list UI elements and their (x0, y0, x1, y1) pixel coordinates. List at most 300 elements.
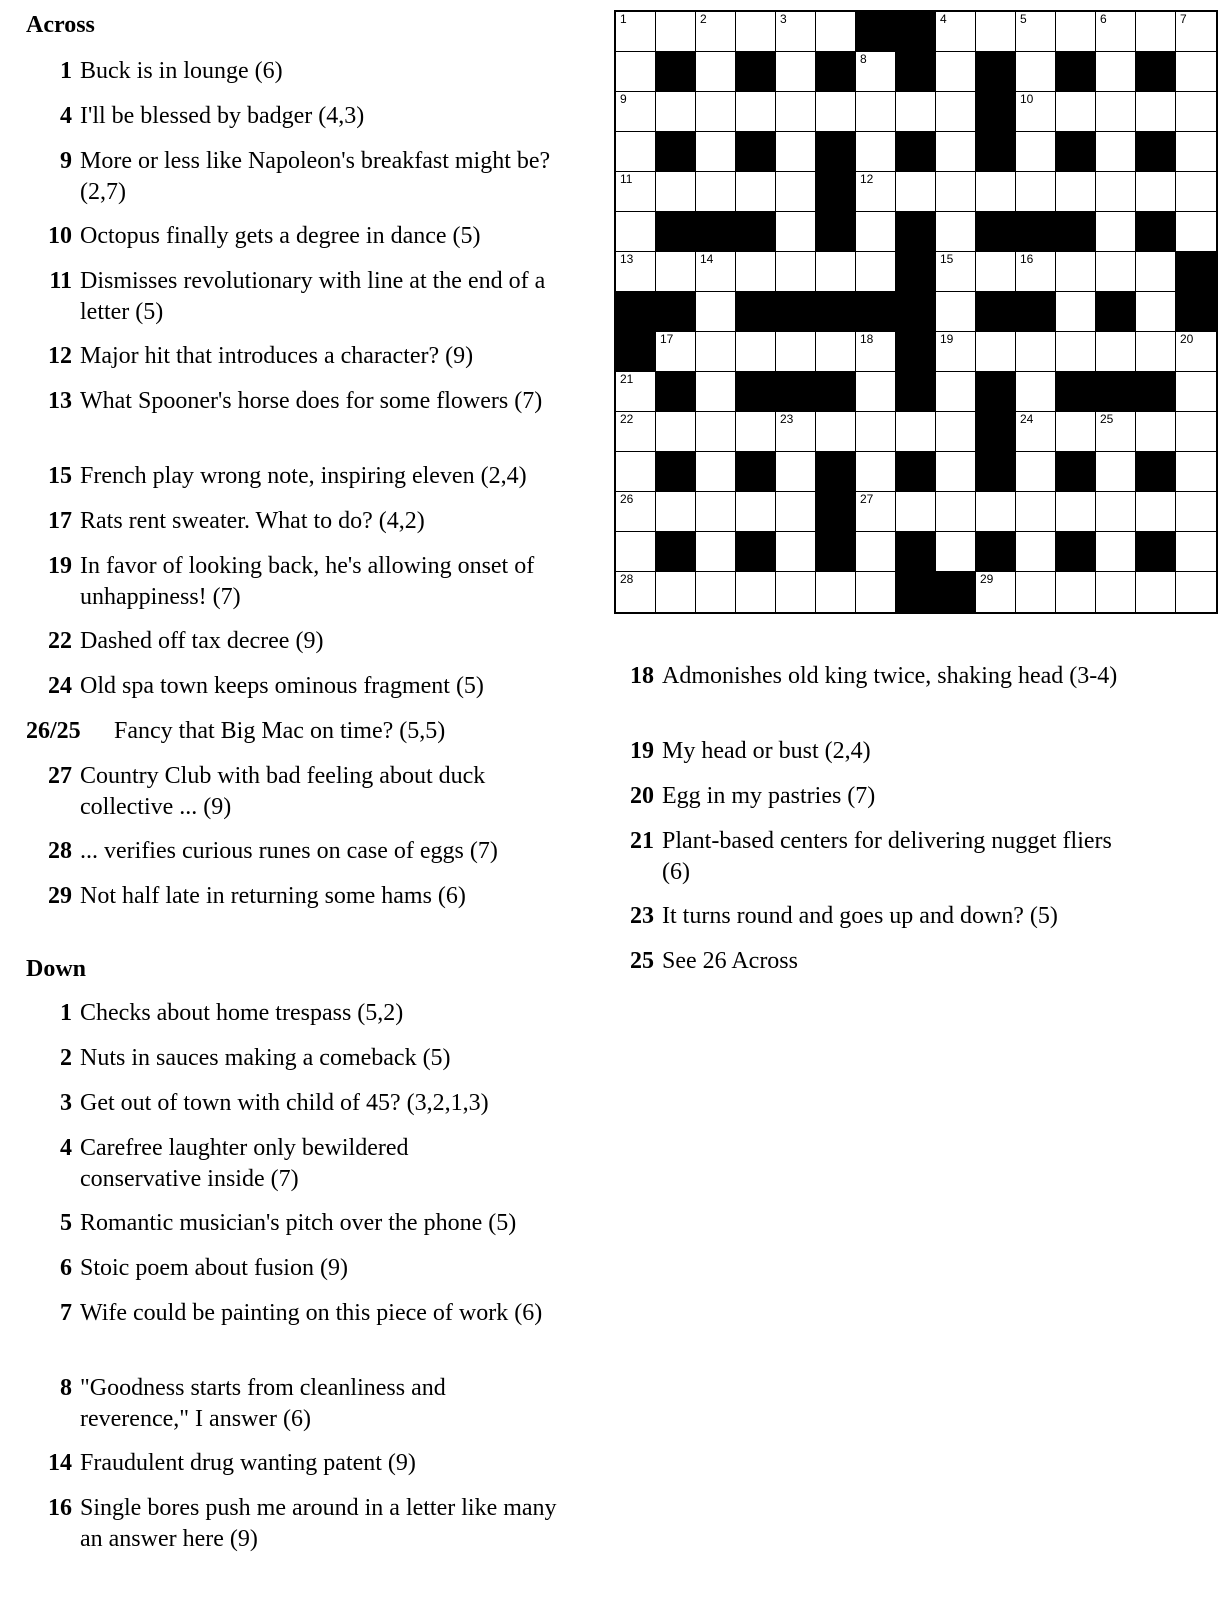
grid-cell[interactable] (936, 92, 976, 132)
grid-cell-black (1096, 292, 1136, 332)
clue-number: 28 (48, 838, 72, 864)
grid-cell[interactable] (656, 12, 696, 52)
grid-cell[interactable] (776, 132, 816, 172)
cell-number: 26 (620, 492, 634, 506)
across-clue (26, 716, 594, 747)
grid-cell[interactable] (656, 332, 696, 372)
clue-number: 11 (49, 268, 72, 294)
grid-cell[interactable] (856, 572, 896, 612)
clue-number: 1 (60, 1000, 72, 1026)
cell-number: 4 (940, 12, 947, 26)
grid-cell[interactable] (936, 452, 976, 492)
across-clue (49, 266, 572, 328)
grid-cell-black (1176, 252, 1216, 292)
clue-number: 18 (630, 663, 654, 689)
grid-cell[interactable] (856, 252, 896, 292)
grid-cell-black (896, 52, 936, 92)
grid-cell-black (1136, 52, 1176, 92)
grid-cell[interactable] (1096, 132, 1136, 172)
grid-cell[interactable] (1176, 332, 1216, 372)
clue-number: 12 (48, 343, 72, 369)
grid-cell[interactable] (776, 452, 816, 492)
cell-number: 6 (1100, 12, 1107, 26)
grid-cell[interactable] (816, 12, 856, 52)
grid-cell[interactable] (1096, 52, 1136, 92)
clue-text: Romantic musician's pitch over the phone (5) (80, 1210, 517, 1236)
grid-cell[interactable] (816, 252, 856, 292)
grid-cell[interactable] (936, 292, 976, 332)
grid-cell-black (776, 292, 816, 332)
grid-cell[interactable] (736, 12, 776, 52)
cell-number: 8 (860, 52, 867, 66)
grid-cell[interactable] (696, 332, 736, 372)
clue-number: 25 (630, 948, 654, 974)
across-clue (48, 221, 590, 252)
grid-cell[interactable] (936, 172, 976, 212)
grid-cell[interactable] (1016, 492, 1056, 532)
grid-cell-black (1016, 212, 1056, 252)
cell-number: 7 (1180, 12, 1187, 26)
grid-cell[interactable] (696, 452, 736, 492)
grid-cell[interactable] (976, 252, 1016, 292)
grid-cell-black (736, 292, 776, 332)
grid-cell-black (776, 372, 816, 412)
grid-cell[interactable] (1056, 252, 1096, 292)
grid-cell[interactable] (1056, 92, 1096, 132)
grid-cell[interactable] (936, 212, 976, 252)
grid-cell-black (976, 412, 1016, 452)
down-clue (630, 661, 1132, 692)
grid-cell[interactable] (1016, 412, 1056, 452)
grid-cell[interactable] (1016, 452, 1056, 492)
grid-cell-black (656, 132, 696, 172)
grid-cell[interactable] (776, 252, 816, 292)
grid-cell-black (896, 332, 936, 372)
grid-cell[interactable] (1096, 452, 1136, 492)
grid-cell[interactable] (1096, 172, 1136, 212)
clue-number: 5 (60, 1210, 72, 1236)
grid-cell[interactable] (976, 492, 1016, 532)
grid-cell-black (816, 292, 856, 332)
clue-number: 15 (48, 463, 72, 489)
grid-cell[interactable] (1136, 412, 1176, 452)
clue-number: 8 (60, 1375, 72, 1401)
grid-cell[interactable] (1136, 572, 1176, 612)
clue-text: ... verifies curious runes on case of eggs (7) (80, 838, 498, 864)
grid-cell-black (936, 572, 976, 612)
grid-cell[interactable] (776, 212, 816, 252)
clue-text: Major hit that introduces a character? (9) (80, 343, 474, 369)
grid-cell[interactable] (1176, 452, 1216, 492)
cell-number: 28 (620, 572, 634, 586)
grid-cell[interactable] (1136, 332, 1176, 372)
across-clue (48, 881, 590, 912)
grid-cell-black (1016, 292, 1056, 332)
down-clue (630, 781, 1162, 812)
grid-cell[interactable] (1176, 492, 1216, 532)
grid-cell[interactable] (856, 132, 896, 172)
across-clue (48, 671, 590, 702)
grid-cell[interactable] (1176, 92, 1216, 132)
grid-cell[interactable] (736, 492, 776, 532)
grid-cell[interactable] (616, 412, 656, 452)
grid-cell-black (976, 372, 1016, 412)
grid-cell-black (656, 292, 696, 332)
cell-number: 29 (980, 572, 994, 586)
down-clue (48, 1493, 570, 1555)
grid-cell[interactable] (656, 492, 696, 532)
clue-text: See 26 Across (662, 948, 798, 974)
grid-cell-black (896, 12, 936, 52)
grid-cell[interactable] (1136, 12, 1176, 52)
grid-cell-black (816, 52, 856, 92)
grid-cell[interactable] (616, 52, 656, 92)
grid-cell[interactable] (696, 572, 736, 612)
grid-cell-black (856, 292, 896, 332)
grid-cell[interactable] (776, 532, 816, 572)
cell-number: 9 (620, 92, 627, 106)
cell-number: 27 (860, 492, 874, 506)
grid-cell[interactable] (616, 252, 656, 292)
grid-cell[interactable] (936, 492, 976, 532)
grid-cell-black (1176, 292, 1216, 332)
grid-cell[interactable] (736, 572, 776, 612)
grid-cell[interactable] (776, 172, 816, 212)
down-clue (630, 736, 1162, 767)
across-clue (60, 146, 580, 208)
grid-cell[interactable] (856, 532, 896, 572)
cell-number: 10 (1020, 92, 1034, 106)
grid-cell[interactable] (1176, 412, 1216, 452)
grid-cell[interactable] (1016, 532, 1056, 572)
down-clue (48, 1448, 590, 1479)
grid-cell[interactable] (1056, 332, 1096, 372)
grid-cell[interactable] (616, 372, 656, 412)
grid-cell[interactable] (1136, 92, 1176, 132)
grid-cell-black (976, 532, 1016, 572)
grid-cell[interactable] (936, 412, 976, 452)
grid-cell-black (976, 52, 1016, 92)
grid-cell-black (656, 212, 696, 252)
grid-cell[interactable] (896, 92, 936, 132)
grid-cell[interactable] (696, 52, 736, 92)
grid-cell[interactable] (856, 172, 896, 212)
clue-text: Rats rent sweater. What to do? (4,2) (80, 508, 425, 534)
grid-cell[interactable] (1096, 92, 1136, 132)
grid-cell[interactable] (816, 92, 856, 132)
grid-cell[interactable] (696, 532, 736, 572)
grid-cell[interactable] (616, 212, 656, 252)
grid-cell[interactable] (656, 252, 696, 292)
grid-cell-black (896, 132, 936, 172)
grid-cell[interactable] (816, 332, 856, 372)
grid-cell-black (696, 212, 736, 252)
grid-cell[interactable] (1016, 172, 1056, 212)
grid-cell[interactable] (1176, 372, 1216, 412)
clue-text: Fancy that Big Mac on time? (5,5) (114, 718, 446, 744)
grid-cell[interactable] (776, 492, 816, 532)
grid-cell[interactable] (1096, 12, 1136, 52)
down-clue (60, 1043, 590, 1074)
grid-cell[interactable] (936, 132, 976, 172)
grid-cell[interactable] (1056, 12, 1096, 52)
grid-cell[interactable] (1176, 532, 1216, 572)
grid-cell[interactable] (696, 492, 736, 532)
grid-cell[interactable] (696, 92, 736, 132)
clue-text: Admonishes old king twice, shaking head (3-4) (662, 663, 1118, 689)
grid-cell[interactable] (696, 292, 736, 332)
grid-cell[interactable] (1056, 492, 1096, 532)
grid-cell[interactable] (1136, 172, 1176, 212)
grid-cell[interactable] (1176, 212, 1216, 252)
grid-cell-black (1056, 452, 1096, 492)
grid-cell[interactable] (1096, 532, 1136, 572)
cell-number: 13 (620, 252, 634, 266)
grid-cell[interactable] (776, 412, 816, 452)
clue-number: 22 (48, 628, 72, 654)
clue-text: What Spooner's horse does for some flowers (7) (80, 388, 543, 414)
grid-cell-black (816, 492, 856, 532)
grid-cell[interactable] (816, 572, 856, 612)
grid-cell[interactable] (856, 412, 896, 452)
grid-cell[interactable] (616, 532, 656, 572)
grid-cell-black (1136, 212, 1176, 252)
grid-cell[interactable] (736, 332, 776, 372)
clue-number: 10 (48, 223, 72, 249)
grid-cell[interactable] (776, 52, 816, 92)
grid-cell[interactable] (976, 172, 1016, 212)
clue-number: 4 (60, 103, 72, 129)
grid-cell[interactable] (696, 372, 736, 412)
grid-cell[interactable] (1056, 412, 1096, 452)
across-clue (48, 761, 570, 823)
grid-cell[interactable] (1136, 292, 1176, 332)
clue-text: Checks about home trespass (5,2) (80, 1000, 404, 1026)
clue-text: Dismisses revolutionary with line at the end of a letter (5) (80, 268, 546, 325)
clue-number: 7 (60, 1300, 72, 1326)
grid-cell-black (736, 212, 776, 252)
grid-cell[interactable] (616, 92, 656, 132)
grid-cell[interactable] (1176, 52, 1216, 92)
grid-cell-black (896, 252, 936, 292)
clue-number: 26/25 (26, 718, 81, 744)
grid-cell[interactable] (1016, 92, 1056, 132)
grid-cell[interactable] (736, 172, 776, 212)
down-clue (630, 901, 1202, 932)
grid-cell[interactable] (1096, 492, 1136, 532)
clue-text: Country Club with bad feeling about duck collective ... (9) (80, 763, 486, 820)
grid-cell-black (976, 292, 1016, 332)
grid-cell[interactable] (696, 252, 736, 292)
grid-cell[interactable] (776, 332, 816, 372)
grid-cell[interactable] (736, 412, 776, 452)
grid-cell-black (736, 452, 776, 492)
grid-cell[interactable] (936, 332, 976, 372)
grid-cell[interactable] (936, 52, 976, 92)
grid-cell[interactable] (816, 412, 856, 452)
clue-text: Plant-based centers for delivering nugget fliers (6) (662, 828, 1112, 885)
grid-cell[interactable] (1016, 12, 1056, 52)
grid-cell[interactable] (696, 172, 736, 212)
grid-cell[interactable] (936, 252, 976, 292)
grid-cell[interactable] (936, 532, 976, 572)
grid-cell[interactable] (1056, 172, 1096, 212)
clue-number: 3 (60, 1090, 72, 1116)
grid-cell[interactable] (1016, 132, 1056, 172)
across-clue (48, 551, 580, 613)
grid-cell[interactable] (976, 572, 1016, 612)
grid-cell[interactable] (1136, 252, 1176, 292)
grid-cell[interactable] (1096, 332, 1136, 372)
grid-cell-black (656, 52, 696, 92)
clue-text: In favor of looking back, he's allowing onset of unhappiness! (7) (80, 553, 535, 610)
down-clue (60, 1133, 470, 1195)
grid-cell-black (976, 92, 1016, 132)
grid-cell[interactable] (896, 412, 936, 452)
grid-cell[interactable] (776, 92, 816, 132)
grid-cell[interactable] (616, 492, 656, 532)
clue-number: 19 (630, 738, 654, 764)
grid-cell-black (816, 452, 856, 492)
clue-number: 19 (48, 553, 72, 579)
across-clue (48, 836, 590, 867)
grid-cell-black (656, 532, 696, 572)
cell-number: 25 (1100, 412, 1114, 426)
grid-cell-black (1136, 532, 1176, 572)
grid-cell[interactable] (1016, 252, 1056, 292)
cell-number: 11 (620, 172, 633, 186)
grid-cell[interactable] (696, 12, 736, 52)
grid-cell[interactable] (736, 92, 776, 132)
clue-number: 23 (630, 903, 654, 929)
grid-cell[interactable] (856, 332, 896, 372)
down-heading: Down (26, 956, 87, 982)
down-clue (60, 1253, 590, 1284)
clue-text: Wife could be painting on this piece of work (6) (80, 1300, 543, 1326)
clue-text: It turns round and goes up and down? (5) (662, 903, 1058, 929)
grid-cell[interactable] (736, 252, 776, 292)
clue-number: 9 (60, 148, 72, 174)
cell-number: 2 (700, 12, 707, 26)
grid-cell[interactable] (1136, 492, 1176, 532)
clue-text: Not half late in returning some hams (6) (80, 883, 466, 909)
grid-cell[interactable] (1176, 12, 1216, 52)
cell-number: 22 (620, 412, 634, 426)
grid-cell[interactable] (776, 572, 816, 612)
grid-cell[interactable] (1096, 572, 1136, 612)
grid-cell[interactable] (856, 52, 896, 92)
grid-cell-black (976, 212, 1016, 252)
grid-cell[interactable] (1056, 572, 1096, 612)
grid-cell-black (1056, 132, 1096, 172)
grid-cell-black (656, 372, 696, 412)
cell-number: 16 (1020, 252, 1034, 266)
down-clue (630, 826, 1132, 888)
grid-cell-black (616, 332, 656, 372)
grid-cell[interactable] (856, 452, 896, 492)
grid-cell[interactable] (936, 12, 976, 52)
grid-cell[interactable] (656, 172, 696, 212)
grid-cell[interactable] (616, 172, 656, 212)
grid-cell-black (816, 212, 856, 252)
grid-cell[interactable] (856, 212, 896, 252)
grid-cell[interactable] (1096, 412, 1136, 452)
grid-cell[interactable] (976, 332, 1016, 372)
grid-cell-black (1136, 452, 1176, 492)
grid-cell-black (1056, 372, 1096, 412)
grid-cell[interactable] (656, 572, 696, 612)
grid-cell-black (976, 132, 1016, 172)
grid-cell-black (736, 132, 776, 172)
clue-number: 13 (48, 388, 72, 414)
cell-number: 19 (940, 332, 954, 346)
grid-cell-black (976, 452, 1016, 492)
grid-cell[interactable] (896, 172, 936, 212)
clue-text: Egg in my pastries (7) (662, 783, 876, 809)
clue-text: Stoic poem about fusion (9) (80, 1255, 348, 1281)
grid-cell[interactable] (696, 412, 736, 452)
grid-cell[interactable] (1176, 172, 1216, 212)
grid-cell[interactable] (656, 92, 696, 132)
grid-cell[interactable] (1056, 292, 1096, 332)
grid-cell-black (816, 532, 856, 572)
clue-text: Single bores push me around in a letter like many an answer here (9) (80, 1495, 557, 1552)
clue-text: Nuts in sauces making a comeback (5) (80, 1045, 451, 1071)
grid-cell[interactable] (1176, 132, 1216, 172)
grid-cell[interactable] (856, 92, 896, 132)
across-clue (48, 626, 590, 657)
clue-number: 29 (48, 883, 72, 909)
grid-cell-black (816, 132, 856, 172)
grid-cell[interactable] (616, 132, 656, 172)
clue-number: 21 (630, 828, 654, 854)
grid-cell[interactable] (1016, 52, 1056, 92)
clue-number: 16 (48, 1495, 72, 1521)
grid-cell[interactable] (776, 12, 816, 52)
grid-cell[interactable] (616, 572, 656, 612)
grid-cell-black (896, 212, 936, 252)
grid-cell[interactable] (1096, 252, 1136, 292)
across-clue (48, 341, 590, 372)
grid-cell[interactable] (616, 452, 656, 492)
grid-cell[interactable] (1096, 212, 1136, 252)
cell-number: 21 (620, 372, 634, 386)
clue-text: Fraudulent drug wanting patent (9) (80, 1450, 416, 1476)
grid-cell[interactable] (936, 372, 976, 412)
grid-cell[interactable] (1016, 332, 1056, 372)
down-clue (60, 1373, 520, 1435)
grid-cell[interactable] (1176, 572, 1216, 612)
cell-number: 23 (780, 412, 794, 426)
grid-cell[interactable] (856, 492, 896, 532)
grid-cell[interactable] (1016, 572, 1056, 612)
grid-cell-black (736, 52, 776, 92)
clue-text: French play wrong note, inspiring eleven (2,4) (80, 463, 527, 489)
clue-text: Carefree laughter only bewildered conservative inside (7) (80, 1135, 409, 1192)
clue-number: 14 (48, 1450, 72, 1476)
grid-cell-black (1056, 212, 1096, 252)
grid-cell[interactable] (616, 12, 656, 52)
grid-cell[interactable] (896, 492, 936, 532)
grid-cell[interactable] (1016, 372, 1056, 412)
clue-text: Get out of town with child of 45? (3,2,1,3) (80, 1090, 489, 1116)
grid-cell[interactable] (696, 132, 736, 172)
grid-cell-black (1096, 372, 1136, 412)
grid-cell[interactable] (856, 372, 896, 412)
clue-number: 4 (60, 1135, 72, 1161)
grid-cell[interactable] (976, 12, 1016, 52)
grid-cell[interactable] (656, 412, 696, 452)
